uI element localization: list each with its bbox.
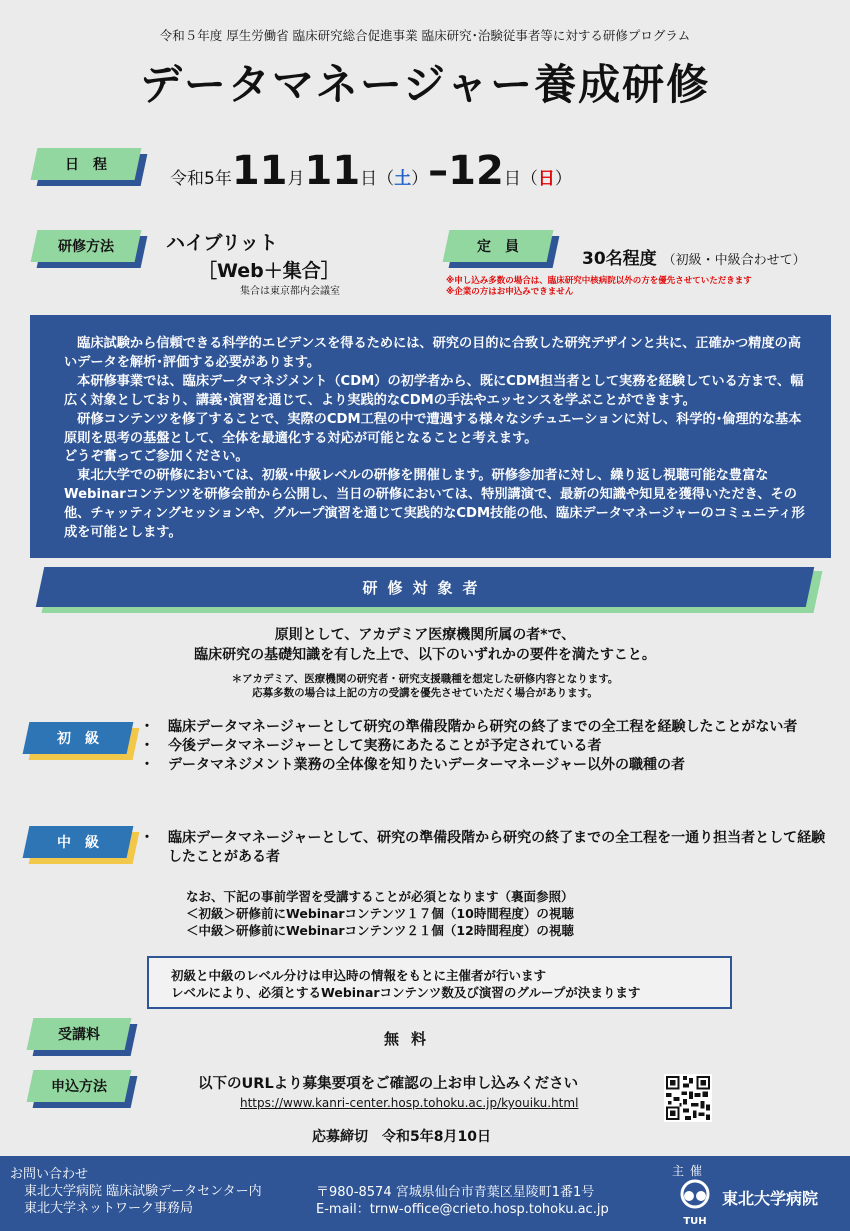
date-dash: – xyxy=(428,148,449,194)
tuh-logo-icon xyxy=(676,1178,714,1228)
host-name: 東北大学病院 xyxy=(722,1189,819,1208)
prereq-line3: ＜中級＞研修前にWebinarコンテンツ２１個（12時間程度）の視聴 xyxy=(186,923,574,938)
capacity-label: 定 員 xyxy=(477,239,519,255)
apply-url-link[interactable]: https://www.kanri-center.hosp.tohoku.ac.jp/kyouiku.html xyxy=(240,1096,579,1110)
intro-p4: どうぞ奮ってご参加ください。 xyxy=(64,449,249,465)
prereq-line2: ＜初級＞研修前にWebinarコンテンツ１７個（10時間程度）の視聴 xyxy=(186,906,574,921)
intro-p5: 東北大学での研修においては、初級･中級レベルの研修を開催します。研修参加者に対し、繰り返し視聴可能な豊富なWebinarコンテンツを研修会前から公開し、当日の研修においては、特別講演で、最新の知識や知見を獲得いただき、その他、チャッティングセッションや、グループ演習を通じて実践的なCDM技能の他、臨床データマネージャーのコミュニティ形成を可能とします。 xyxy=(64,468,805,541)
schedule-date xyxy=(170,148,572,194)
intro-box xyxy=(30,315,831,558)
date-dow2-close: ） xyxy=(554,169,572,189)
fee-tag xyxy=(30,1018,128,1050)
capacity-note2: ※企業の方はお申込みできません xyxy=(446,287,574,297)
list-item: ・ 臨床データマネージャーとして研究の準備段階から研究の終了までの全工程を経験したことがない者 xyxy=(140,719,798,735)
logo-text: TUH xyxy=(683,1216,707,1227)
beginner-tag xyxy=(26,722,130,754)
intermediate-requirements xyxy=(140,829,838,867)
target-principle xyxy=(0,625,850,665)
program-subtitle: 令和５年度 厚生労働省 臨床研究総合促進事業 臨床研究･治験従事者等に対する研修プログラム xyxy=(159,28,691,43)
level-line2: レベルにより、必須とするWebinarコンテンツ数及び演習のグループが決まります xyxy=(171,985,641,1000)
intermediate-label: 中 級 xyxy=(57,835,99,851)
method-label: 研修方法 xyxy=(58,239,114,255)
date-day2: 12 xyxy=(448,148,504,194)
prereq-line1: なお、下記の事前学習を受講することが必須となります（裏面参照） xyxy=(186,889,574,904)
target-notes xyxy=(0,672,850,700)
intermediate-tag xyxy=(26,826,130,858)
date-dow2-open: （ xyxy=(520,169,538,189)
date-day1: 11 xyxy=(304,148,361,194)
method-note: 集合は東京都内会議室 xyxy=(240,286,340,297)
schedule-tag xyxy=(34,148,138,180)
target-note2: 応募多数の場合は上記の方の受講を優先させていただく場合があります。 xyxy=(252,687,598,699)
target-banner xyxy=(40,567,810,607)
inquiry-label: お問い合わせ xyxy=(10,1167,89,1182)
principle-line1: 原則として、アカデミア医療機関所属の者*で、 xyxy=(274,627,576,643)
apply-deadline: 応募締切 令和5年8月10日 xyxy=(312,1129,491,1145)
date-era: 令和5年 xyxy=(170,169,232,189)
prerequisite-notes xyxy=(186,888,574,939)
footer-address: 〒980-8574 宮城県仙台市青葉区星陵町1番1号 xyxy=(316,1185,595,1200)
capacity-number: 30名程度 xyxy=(582,249,657,269)
bullet: ・ xyxy=(140,738,154,754)
principle-line2: 臨床研究の基礎知識を有した上で、以下のいずれかの要件を満たすこと。 xyxy=(194,647,656,663)
footer-inquiry xyxy=(10,1166,262,1217)
beginner-label: 初 級 xyxy=(57,731,99,747)
target-banner-text: 研修対象者 xyxy=(362,578,488,597)
footer-contact xyxy=(316,1184,609,1218)
apply-label: 申込方法 xyxy=(51,1079,107,1095)
date-dow2: 日 xyxy=(537,169,555,189)
page-title: データマネージャー養成研修 xyxy=(139,60,711,109)
qr-code-icon[interactable] xyxy=(664,1074,712,1122)
date-month-unit: 月 xyxy=(287,169,305,189)
list-item: ・ データマネジメント業務の全体像を知りたいデーターマネージャー以外の職種の者 xyxy=(140,757,686,773)
beginner-requirements xyxy=(140,718,838,775)
method-tag xyxy=(34,230,138,262)
capacity-value xyxy=(582,244,806,269)
capacity-tag xyxy=(446,230,550,262)
capacity-sub: （初級・中級合わせて） xyxy=(662,253,806,268)
host-label: 主催 xyxy=(672,1164,709,1178)
footer xyxy=(0,1156,850,1231)
footer-email[interactable]: E-mail：trnw-office@crieto.hosp.tohoku.ac.jp xyxy=(316,1202,609,1217)
date-dow1-open: （ xyxy=(377,169,395,189)
bullet: ・ xyxy=(140,719,154,735)
date-dow1: 土 xyxy=(394,169,412,189)
inquiry-org2: 東北大学ネットワーク事務局 xyxy=(24,1201,194,1216)
method-line2: ［Web＋集合］ xyxy=(198,260,340,282)
list-item: ・ 今後データマネージャーとして実務にあたることが予定されている者 xyxy=(140,738,602,754)
level-info-box xyxy=(147,956,732,1009)
target-note1: ＊アカデミア、医療機関の研究者・研究支援職種を想定した研修内容となります。 xyxy=(231,673,619,685)
fee-label: 受講料 xyxy=(58,1027,100,1043)
intro-p3: 研修コンテンツを修了することで、実際のCDM工程の中で遭遇する様々なシチュエーションに対し、科学的･倫理的な基本原則を思考の基盤として、全体を最適化する対応が可能となることと考えます。 xyxy=(64,411,802,446)
date-day1-unit: 日 xyxy=(360,169,378,189)
level-line1: 初級と中級のレベル分けは申込時の情報をもとに主催者が行います xyxy=(171,968,547,983)
capacity-note1: ※申し込み多数の場合は、臨床研究中核病院以外の方を優先させていただきます xyxy=(446,276,752,286)
intro-p2: 本研修事業では、臨床データマネジメント（CDM）の初学者から、既にCDM担当者として実務を経験している方まで、幅広く対象としており、講義･演習を通じて、より実践的なCDMの手法やエッセンスを学ぶことができます。 xyxy=(64,373,804,408)
date-dow1-close: ） xyxy=(411,169,429,189)
bullet: ・ xyxy=(140,830,154,846)
list-item: ・ 臨床データマネージャーとして、研究の準備段階から研究の終了までの全工程を一通り担当者として経験したことがある者 xyxy=(140,830,826,865)
schedule-label: 日 程 xyxy=(65,157,107,173)
method-line1: ハイブリット xyxy=(166,232,278,254)
bullet: ・ xyxy=(140,757,154,773)
capacity-notes xyxy=(446,276,752,298)
apply-tag xyxy=(30,1070,128,1102)
apply-instructions: 以下のURLより募集要項をご確認の上お申し込みください xyxy=(198,1076,579,1092)
intro-p1: 臨床試験から信頼できる科学的エビデンスを得るためには、研究の目的に合致した研究デザインと共に、正確かつ精度の高いデータを解析･評価する必要があります。 xyxy=(64,336,801,370)
fee-value: 無料 xyxy=(384,1030,439,1048)
date-month: 11 xyxy=(231,148,288,194)
inquiry-org1: 東北大学病院 臨床試験データセンター内 xyxy=(24,1184,262,1199)
date-day2-unit: 日 xyxy=(503,169,521,189)
